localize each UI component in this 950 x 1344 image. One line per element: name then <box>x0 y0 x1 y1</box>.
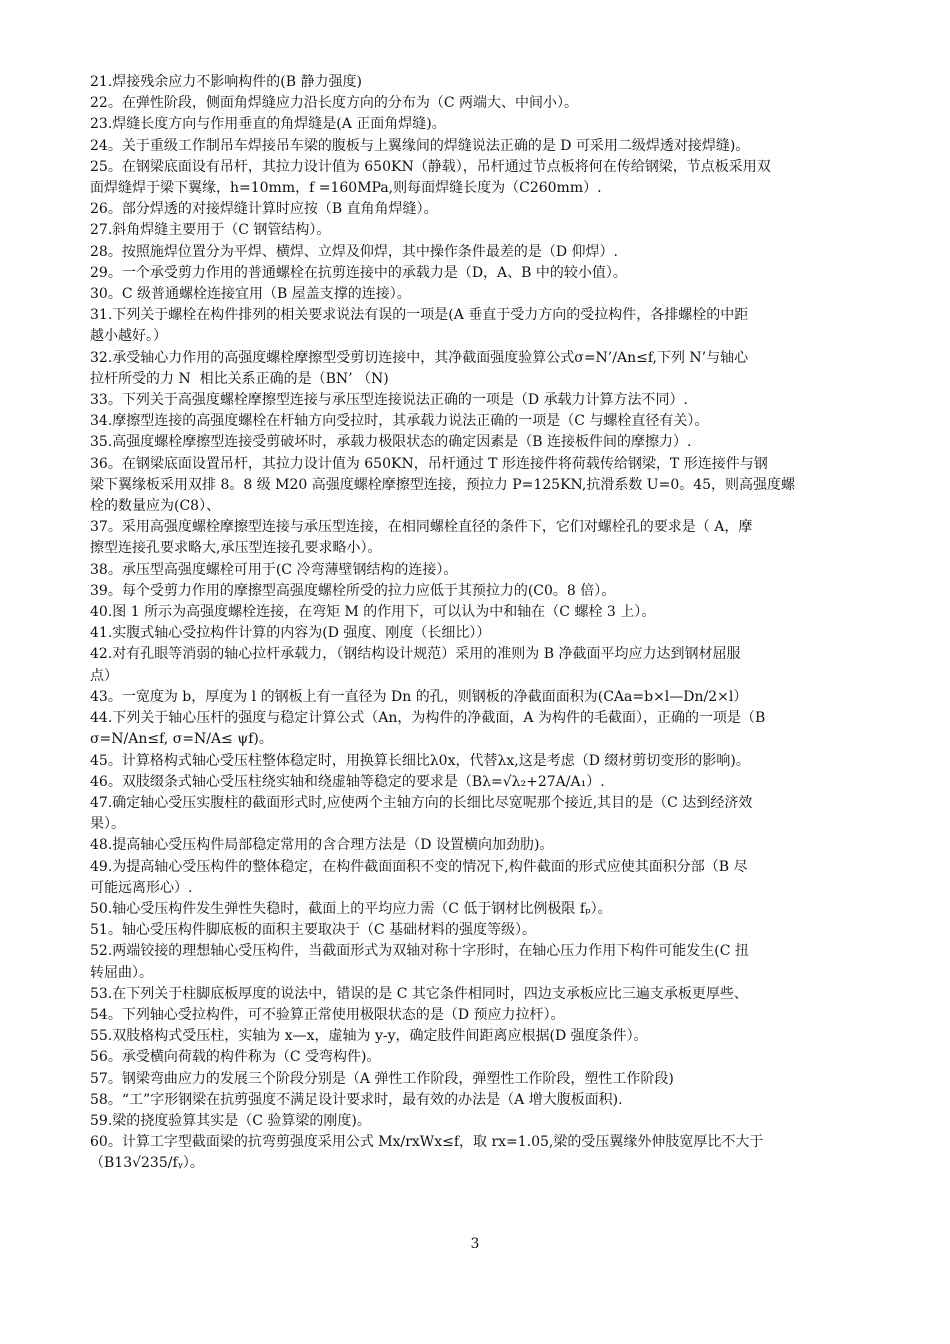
text-line: 45。计算格构式轴心受压柱整体稳定时，用换算长细比λ0x，代替λx,这是考虑（D 缀材剪切变形的影响)。 <box>90 752 750 769</box>
text-line: 53.在下列关于柱脚底板厚度的说法中，错误的是 C 其它条件相同时，四边支承板应比三遍支承板更厚些、 <box>90 985 748 1002</box>
text-line: 点） <box>90 667 118 684</box>
text-line: 51。轴心受压构件脚底板的面积主要取决于（C 基础材料的强度等级）。 <box>90 922 536 939</box>
text-line: 55.双肢格构式受压柱，实轴为 x—x，虚轴为 y-y，确定肢件间距离应根据(D 强度条件）。 <box>90 1028 648 1045</box>
text-line: 50.轴心受压构件发生弹性失稳时，截面上的平均应力需（C 低于钢材比例极限 fₚ）。 <box>90 900 612 917</box>
text-line: 32.承受轴心力作用的高强度螺栓摩擦型受剪切连接中，其净截面强度验算公式σ=N’/An≤f,下列 N’与轴心 <box>90 349 749 366</box>
text-line: 30。C 级普通螺栓连接宜用（B 屋盖支撑的连接）。 <box>90 286 411 303</box>
text-line: 57。钢梁弯曲应力的发展三个阶段分别是（A 弹性工作阶段，弹塑性工作阶段，塑性工作阶段) <box>90 1070 674 1087</box>
text-line: 22。在弹性阶段，侧面角焊缝应力沿长度方向的分布为（C 两端大、中间小）。 <box>90 95 578 112</box>
text-line: 52.两端铰接的理想轴心受压构件，当截面形式为双轴对称十字形时，在轴心压力作用下构件可能发生(C 扭 <box>90 943 749 960</box>
text-line: 58。“工”字形钢梁在抗剪强度不满足设计要求时，最有效的办法是（A 增大腹板面积). <box>90 1091 623 1108</box>
text-line: 46。双肢缀条式轴心受压柱绕实轴和绕虚轴等稳定的要求是（Bλ=√λ₂+27A/A₁）. <box>90 773 605 790</box>
text-line: 59.梁的挠度验算其实是（C 验算梁的刚度)。 <box>90 1112 371 1129</box>
document-body <box>90 72 882 1175</box>
text-line: 54。下列轴心受拉构件，可不验算正常使用极限状态的是（D 预应力拉杆）。 <box>90 1006 565 1023</box>
text-line: 梁下翼缘板采用双排 8。8 级 M20 高强度螺栓摩擦型连接，预拉力 P=125KN,抗滑系数 U=0。45，则高强度螺 <box>90 476 796 493</box>
text-line: 40.图 1 所示为高强度螺栓连接，在弯矩 M 的作用下，可以认为中和轴在（C 螺栓 3 上）。 <box>90 604 656 621</box>
text-line: 越小越好。） <box>90 328 167 345</box>
text-line: （B13√235/fᵧ）。 <box>90 1155 204 1172</box>
text-line: 36。在钢梁底面设置吊杆，其拉力设计值为 650KN，吊杆通过 T 形连接件将荷载传给钢梁，T 形连接件与钢 <box>90 455 768 472</box>
text-line: 41.实腹式轴心受拉构件计算的内容为(D 强度、刚度（长细比）） <box>90 625 491 642</box>
text-line: 33。下列关于高强度螺栓摩擦型连接与承压型连接说法正确的一项是（D 承载力计算方法不同）. <box>90 392 688 409</box>
text-line: 37。采用高强度螺栓摩擦型连接与承压型连接，在相同螺栓直径的条件下，它们对螺栓孔的要求是（ A，摩 <box>90 519 753 536</box>
text-line: 34.摩擦型连接的高强度螺栓在杆轴方向受拉时，其承载力说法正确的一项是（C 与螺栓直径有关）。 <box>90 413 709 430</box>
text-line: 60。计算工字型截面梁的抗弯剪强度采用公式 Mx/rxWx≤f，取 rx=1.05,梁的受压翼缘外伸肢宽厚比不大于 <box>90 1134 764 1151</box>
text-line: 56。承受横向荷载的构件称为（C 受弯构件)。 <box>90 1049 381 1066</box>
text-line: 可能远离形心）. <box>90 879 193 896</box>
text-line: 23.焊缝长度方向与作用垂直的角焊缝是(A 正面角焊缝)。 <box>90 116 446 133</box>
page-number: 3 <box>470 1236 480 1252</box>
text-line: 转屈曲）。 <box>90 964 153 981</box>
text-line: 43。一宽度为 b，厚度为 l 的钢板上有一直径为 Dn 的孔，则钢板的净截面面积为(CAa=b×l—Dn/2×l） <box>90 688 748 705</box>
text-line: 35.高强度螺栓摩擦型连接受剪破坏时，承载力极限状态的确定因素是（B 连接板件间的摩擦力）. <box>90 434 692 451</box>
text-line: 49.为提高轴心受压构件的整体稳定，在构件截面面积不变的情况下,构件截面的形式应使其面积分部（B 尽 <box>90 858 748 875</box>
text-line: 24。关于重级工作制吊车焊接吊车梁的腹板与上翼缘间的焊缝说法正确的是 D 可采用二级焊透对接焊缝)。 <box>90 137 750 154</box>
text-line: 47.确定轴心受压实腹柱的截面形式时,应使两个主轴方向的长细比尽宽呢那个接近,其目的是（C 达到经济效 <box>90 794 753 811</box>
text-line: 面焊缝焊于梁下翼缘，h=10mm，f =160MPa,则每面焊缝长度为（C260mm）. <box>90 180 602 197</box>
text-line: 27.斜角焊缝主要用于（C 钢管结构）。 <box>90 222 331 239</box>
text-line: 29。一个承受剪力作用的普通螺栓在抗剪连接中的承载力是（D，A、B 中的较小值）。 <box>90 264 627 281</box>
text-line: 26。部分焊透的对接焊缝计算时应按（B 直角角焊缝）。 <box>90 201 438 218</box>
text-line: σ=N/An≤f, σ=N/A≤ ψf)。 <box>90 731 273 748</box>
text-line: 拉杆所受的力 N 相比关系正确的是（BN’ （N) <box>90 370 389 387</box>
text-line: 31.下列关于螺栓在构件排列的相关要求说法有误的一项是(A 垂直于受力方向的受拉构件，各排螺栓的中距 <box>90 307 749 324</box>
text-line: 栓的数量应为(C8）、 <box>90 498 221 515</box>
text-line: 42.对有孔眼等消弱的轴心拉杆承载力，（钢结构设计规范）采用的准则为 B 净截面平均应力达到钢材屈服 <box>90 646 741 663</box>
text-line: 擦型连接孔要求略大,承压型连接孔要求略小）。 <box>90 540 382 557</box>
text-line: 果）。 <box>90 816 125 833</box>
text-line: 38。承压型高强度螺栓可用于(C 冷弯薄壁钢结构的连接）。 <box>90 561 458 578</box>
text-line: 21.焊接残余应力不影响构件的(B 静力强度) <box>90 74 362 90</box>
text-line: 39。每个受剪力作用的摩擦型高强度螺栓所受的拉力应低于其预拉力的(C0。8 倍）。 <box>90 582 616 599</box>
text-line: 48.提高轴心受压构件局部稳定常用的含合理方法是（D 设置横向加劲肋)。 <box>90 837 554 854</box>
text-line: 28。按照施焊位置分为平焊、横焊、立焊及仰焊，其中操作条件最差的是（D 仰焊）. <box>90 243 618 260</box>
text-line: 44.下列关于轴心压杆的强度与稳定计算公式（An，为构件的净截面，A 为构件的毛截面），正确的一项是（B <box>90 710 766 727</box>
text-line: 25。在钢梁底面设有吊杆，其拉力设计值为 650KN（静载），吊杆通过节点板将何在传给钢梁，节点板采用双 <box>90 158 771 175</box>
